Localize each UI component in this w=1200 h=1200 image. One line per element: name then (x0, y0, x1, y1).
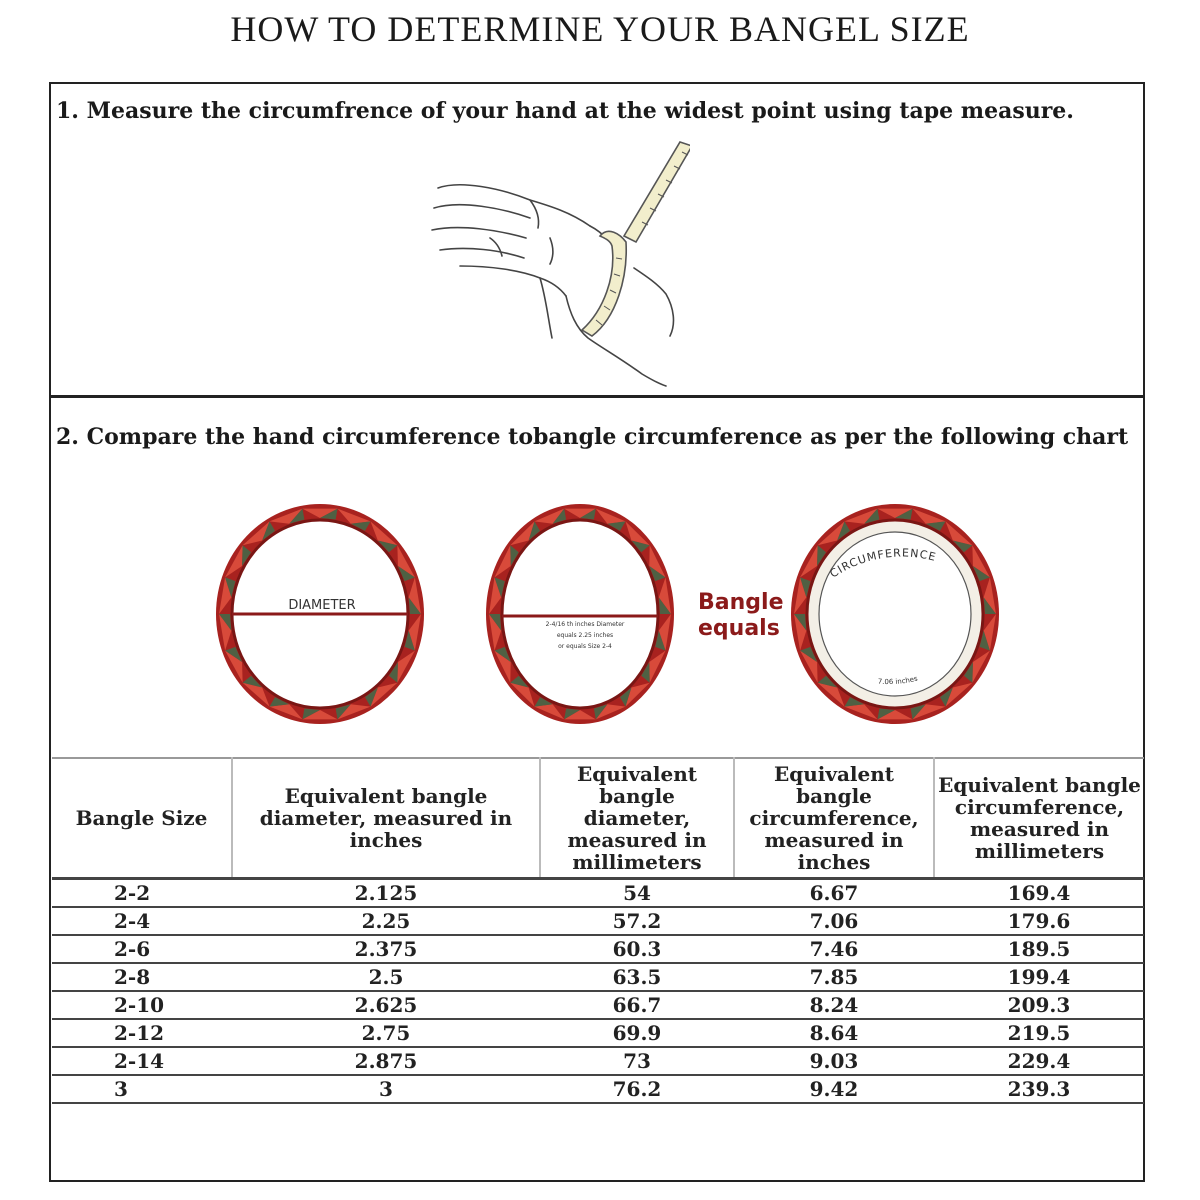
cell-diameter-mm: 66.7 (540, 991, 734, 1019)
bangle-example (486, 504, 674, 724)
cell-diameter-mm: 69.9 (540, 1019, 734, 1047)
cell-size: 2-6 (52, 935, 232, 963)
col-header-bangle-size: Bangle Size (75, 806, 208, 830)
cell-diameter-in: 2.625 (232, 991, 540, 1019)
diameter-label: DIAMETER (288, 598, 356, 613)
cell-diameter-in: 2.75 (232, 1019, 540, 1047)
col-header-circumference-mm: Equivalent bangle circumference, measured in millimeters (934, 758, 1144, 879)
middle-note-line-3: or equals Size 2-4 (558, 643, 612, 650)
cell-circumference-in: 9.03 (734, 1047, 934, 1075)
table-row (52, 907, 1144, 935)
cell-circumference-mm: 209.3 (934, 991, 1144, 1019)
cell-circumference-mm: 179.6 (934, 907, 1144, 935)
cell-size: 2-8 (52, 963, 232, 991)
cell-circumference-mm: 189.5 (934, 935, 1144, 963)
cell-diameter-in: 2.125 (232, 879, 540, 908)
cell-diameter-mm: 76.2 (540, 1075, 734, 1103)
bangle-circumference (791, 504, 999, 724)
middle-note-line-2: equals 2.25 inches (556, 632, 614, 639)
middle-note-line-1: 2-4/16 th inches Diameter (545, 621, 625, 628)
cell-diameter-mm: 54 (540, 879, 734, 908)
bangle-size-table (52, 757, 1144, 1104)
col-header-diameter-mm: Equivalent bangle diameter, measured in millimeters (540, 758, 734, 879)
table-header-row (52, 758, 1144, 879)
cell-size: 2-4 (52, 907, 232, 935)
cell-circumference-mm: 229.4 (934, 1047, 1144, 1075)
circumference-label: CIRCUMFERENCE (827, 546, 938, 581)
cell-circumference-mm: 169.4 (934, 879, 1144, 908)
step-2-instruction: 2. Compare the hand circumference tobangle circumference as per the following chart (56, 424, 1129, 450)
step-1-instruction: 1. Measure the circumfrence of your hand at the widest point using tape measure. (56, 98, 1074, 124)
cell-circumference-mm: 219.5 (934, 1019, 1144, 1047)
cell-circumference-in: 7.46 (734, 935, 934, 963)
cell-diameter-in: 2.375 (232, 935, 540, 963)
cell-circumference-in: 8.64 (734, 1019, 934, 1047)
cell-circumference-in: 7.06 (734, 907, 934, 935)
cell-size: 2-12 (52, 1019, 232, 1047)
page-title: HOW TO DETERMINE YOUR BANGEL SIZE (230, 9, 970, 49)
bangle-equals-line-2: equals (698, 616, 780, 641)
table-row (52, 1019, 1144, 1047)
col-header-circumference-inches: Equivalent bangle circumference, measured in inches (734, 758, 934, 879)
table-row (52, 879, 1144, 908)
cell-diameter-mm: 57.2 (540, 907, 734, 935)
cell-circumference-in: 8.24 (734, 991, 934, 1019)
cell-circumference-in: 7.85 (734, 963, 934, 991)
cell-size: 2-2 (52, 879, 232, 908)
cell-circumference-mm: 239.3 (934, 1075, 1144, 1103)
cell-size: 2-14 (52, 1047, 232, 1075)
col-header-diameter-inches: Equivalent bangle diameter, measured in inches (232, 758, 540, 879)
cell-size: 3 (52, 1075, 232, 1103)
cell-diameter-in: 2.875 (232, 1047, 540, 1075)
cell-diameter-in: 2.25 (232, 907, 540, 935)
table-row (52, 1075, 1144, 1103)
table-row (52, 991, 1144, 1019)
bangle-equals-line-1: Bangle (698, 590, 784, 615)
table-row (52, 935, 1144, 963)
cell-circumference-in: 6.67 (734, 879, 934, 908)
cell-circumference-mm: 199.4 (934, 963, 1144, 991)
bangle-diameter (216, 504, 424, 724)
cell-diameter-mm: 63.5 (540, 963, 734, 991)
cell-diameter-in: 3 (232, 1075, 540, 1103)
cell-diameter-mm: 73 (540, 1047, 734, 1075)
bangle-equals-text (698, 590, 784, 642)
cell-size: 2-10 (52, 991, 232, 1019)
cell-diameter-in: 2.5 (232, 963, 540, 991)
cell-diameter-mm: 60.3 (540, 935, 734, 963)
cell-circumference-in: 9.42 (734, 1075, 934, 1103)
circumference-value: 7.06 inches (877, 674, 919, 687)
table-row (52, 1047, 1144, 1075)
table-row (52, 963, 1144, 991)
